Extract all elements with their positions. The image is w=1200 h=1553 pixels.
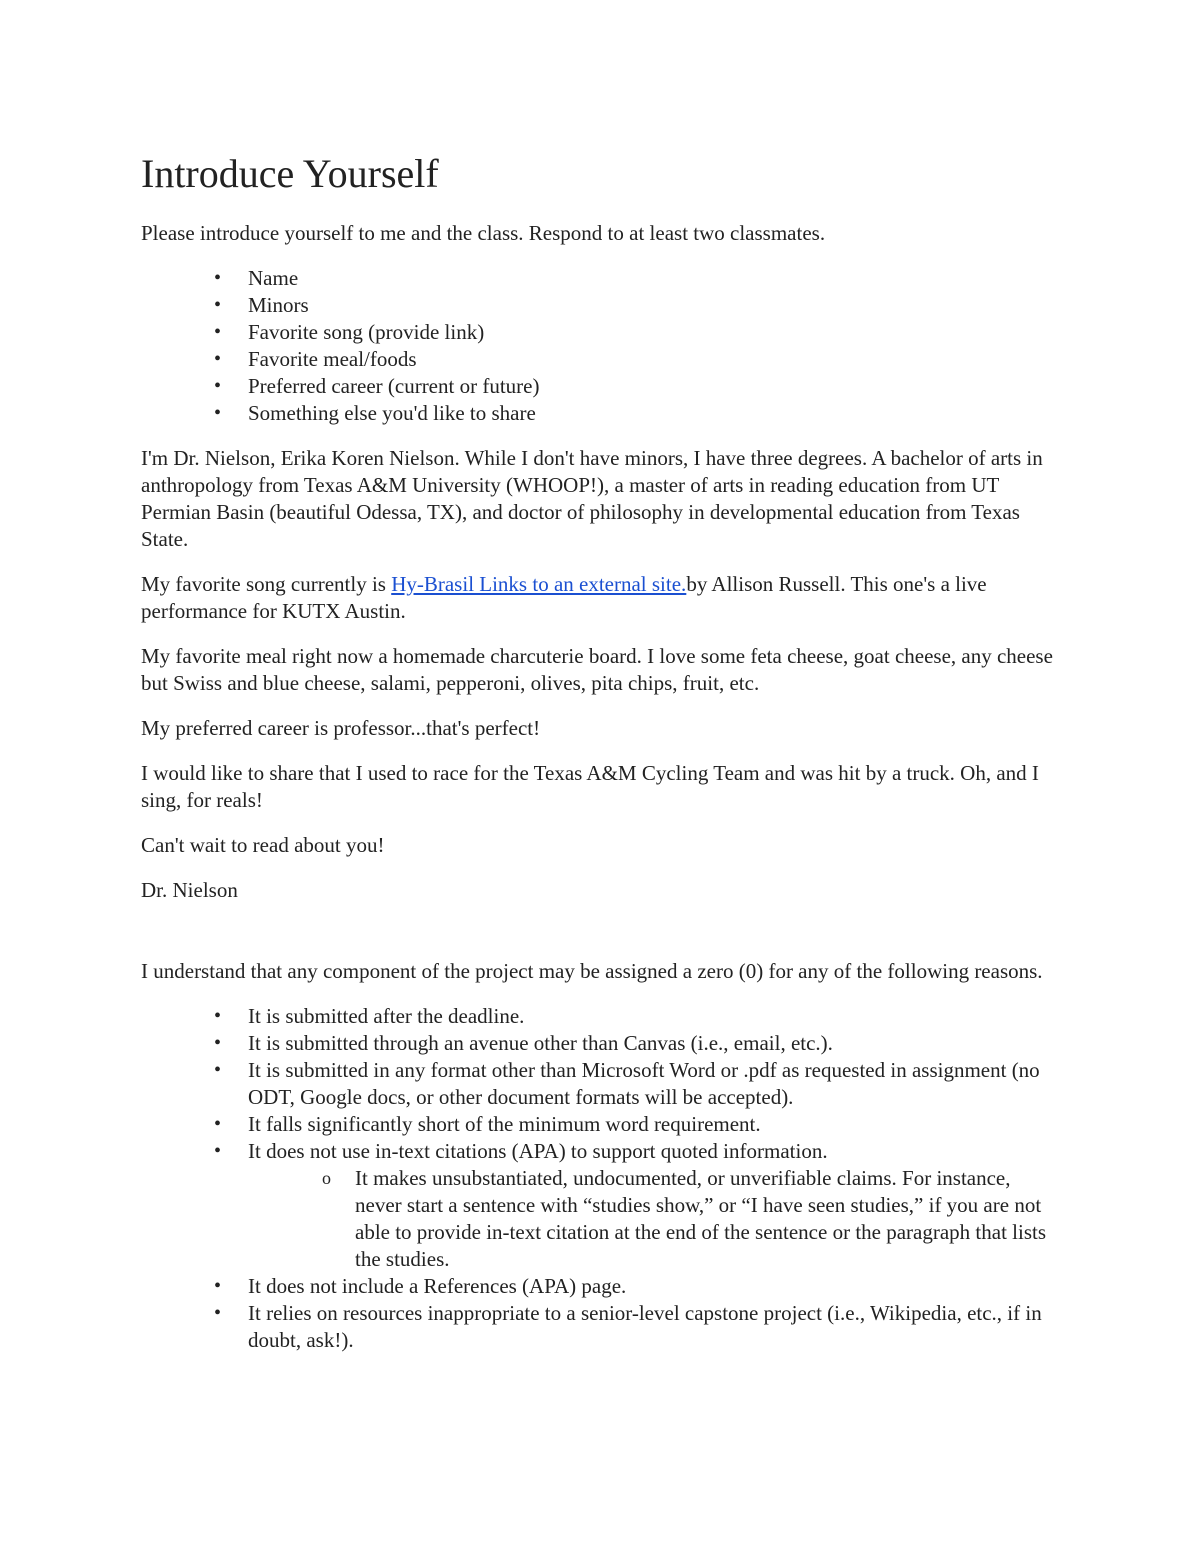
degrees-paragraph: I'm Dr. Nielson, Erika Koren Nielson. While I don't have minors, I have three degrees. A bachelor of arts in anthropology from Texas A&M University (WHOOP!), a master of arts in reading education from UT Permian Basin (beautiful Odessa, TX), and doctor of philosophy in developmental education from Texas State. bbox=[141, 446, 1043, 551]
document-page bbox=[141, 150, 1061, 1372]
list-item bbox=[141, 373, 1061, 400]
song-text-before: My favorite song currently is bbox=[141, 572, 392, 596]
list-item-text: It falls significantly short of the minimum word requirement. bbox=[248, 1112, 761, 1136]
list-item-text: It relies on resources inappropriate to a senior-level capstone project (i.e., Wikipedia, etc., if in doubt, ask!). bbox=[248, 1301, 1042, 1352]
list-item bbox=[141, 1138, 1061, 1273]
bullet-icon: • bbox=[214, 294, 222, 316]
song-text-after: by Allison Russell. This one's a live performance for KUTX Austin. bbox=[141, 572, 987, 623]
list-item-text: It is submitted in any format other than Microsoft Word or .pdf as requested in assignment (no ODT, Google docs, or other document formats will be accepted). bbox=[248, 1058, 1040, 1109]
share-paragraph: I would like to share that I used to race for the Texas A&M Cycling Team and was hit by a truck. Oh, and I sing, for reals! bbox=[141, 761, 1039, 812]
sub-list bbox=[248, 1165, 1061, 1273]
list-item bbox=[141, 265, 1061, 292]
bullet-icon: • bbox=[214, 402, 222, 424]
list-item bbox=[141, 1111, 1061, 1138]
list-item-text: It does not include a References (APA) page. bbox=[248, 1274, 627, 1298]
bullet-icon: • bbox=[214, 375, 222, 397]
list-item-text: Favorite meal/foods bbox=[248, 347, 417, 371]
list-item bbox=[141, 319, 1061, 346]
bullet-icon: • bbox=[214, 1032, 222, 1054]
song-paragraph bbox=[141, 571, 1061, 625]
list-item-text: It is submitted through an avenue other than Canvas (i.e., email, etc.). bbox=[248, 1031, 833, 1055]
intro-paragraph: Please introduce yourself to me and the class. Respond to at least two classmates. bbox=[141, 221, 826, 245]
prompt-list bbox=[141, 265, 1061, 427]
list-item-text: Name bbox=[248, 266, 299, 290]
bullet-icon: • bbox=[214, 1302, 222, 1324]
page-title: Introduce Yourself bbox=[141, 151, 439, 196]
sub-list-item bbox=[248, 1165, 1061, 1273]
bullet-icon: • bbox=[214, 1140, 222, 1162]
list-item-text: Something else you'd like to share bbox=[248, 401, 536, 425]
circle-bullet-icon: o bbox=[322, 1168, 331, 1188]
list-item-text: It is submitted after the deadline. bbox=[248, 1004, 525, 1028]
bullet-icon: • bbox=[214, 348, 222, 370]
list-item-text: Preferred career (current or future) bbox=[248, 374, 540, 398]
song-link[interactable]: Hy-Brasil Links to an external site. bbox=[391, 572, 687, 596]
list-item bbox=[141, 1273, 1061, 1300]
list-item bbox=[141, 346, 1061, 373]
bullet-icon: • bbox=[214, 1059, 222, 1081]
signature: Dr. Nielson bbox=[141, 878, 238, 902]
spacer bbox=[141, 922, 1061, 958]
bullet-icon: • bbox=[214, 1113, 222, 1135]
list-item bbox=[141, 1057, 1061, 1111]
bullet-icon: • bbox=[214, 321, 222, 343]
meal-paragraph: My favorite meal right now a homemade charcuterie board. I love some feta cheese, goat cheese, any cheese but Swiss and blue cheese, salami, pepperoni, olives, pita chips, fruit, etc. bbox=[141, 644, 1053, 695]
zero-intro-paragraph: I understand that any component of the project may be assigned a zero (0) for any of the following reasons. bbox=[141, 959, 1043, 983]
reasons-list bbox=[141, 1003, 1061, 1354]
list-item bbox=[141, 1003, 1061, 1030]
closing-paragraph: Can't wait to read about you! bbox=[141, 833, 385, 857]
list-item-text: It does not use in-text citations (APA) to support quoted information. bbox=[248, 1139, 828, 1163]
list-item-text: Favorite song (provide link) bbox=[248, 320, 485, 344]
list-item bbox=[141, 400, 1061, 427]
list-item bbox=[141, 1030, 1061, 1057]
sub-list-item-text: It makes unsubstantiated, undocumented, or unverifiable claims. For instance, never start a sentence with “studies show,” or “I have seen studies,” if you are not able to provide in-text citation at the end of the sentence or the paragraph that lists the studies. bbox=[355, 1166, 1047, 1271]
list-item-text: Minors bbox=[248, 293, 309, 317]
list-item bbox=[141, 292, 1061, 319]
bullet-icon: • bbox=[214, 1005, 222, 1027]
list-item bbox=[141, 1300, 1061, 1354]
bullet-icon: • bbox=[214, 267, 222, 289]
career-paragraph: My preferred career is professor...that's perfect! bbox=[141, 716, 541, 740]
bullet-icon: • bbox=[214, 1275, 222, 1297]
